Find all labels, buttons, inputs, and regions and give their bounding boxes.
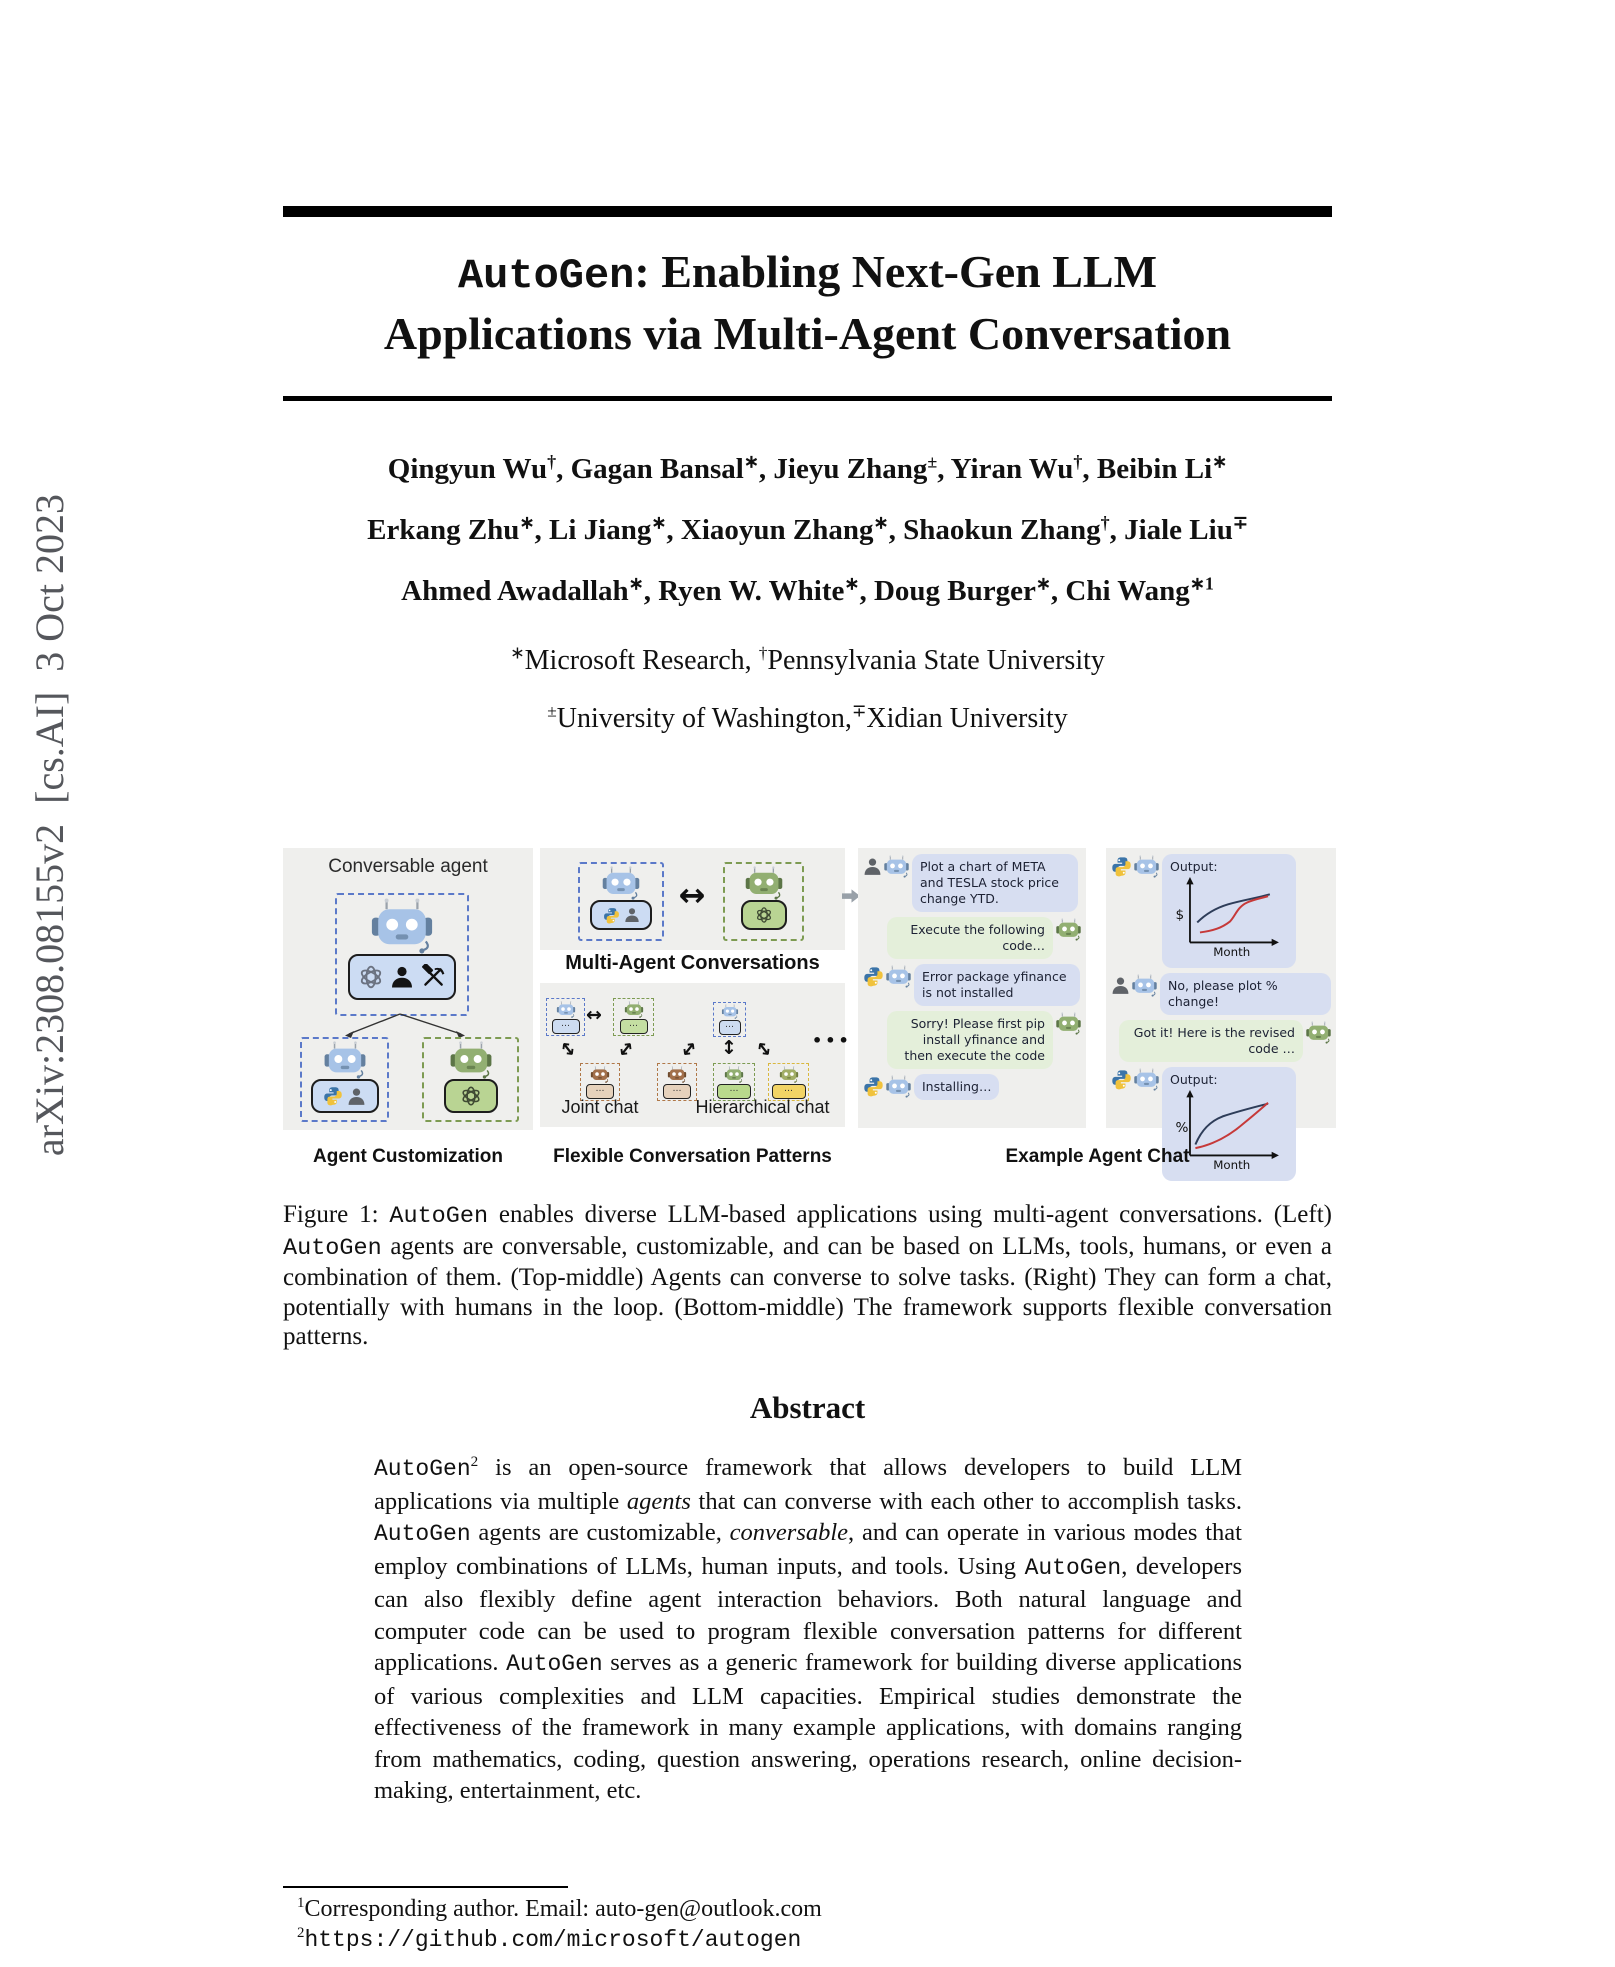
author-affiliation-marker: ∓ bbox=[1232, 512, 1248, 533]
author-affiliation-marker: ∗ bbox=[519, 512, 535, 533]
text-segment: enables diverse LLM-based applications using multi-agent conversations. (Left) bbox=[488, 1201, 1333, 1228]
robot-icon bbox=[369, 898, 435, 954]
text-segment: , and can operate in various modes that employ combinations of LLMs, human inputs, and tools. Using bbox=[374, 1519, 1242, 1580]
github-url-link[interactable]: https://github.com/microsoft/autogen bbox=[304, 1927, 802, 1953]
chat-bubble-text: Execute the following code… bbox=[910, 922, 1045, 953]
avatar-group bbox=[1056, 1011, 1081, 1035]
hierarchical-chat-label: Hierarchical chat bbox=[695, 1097, 830, 1117]
svg-text:Month: Month bbox=[1213, 945, 1251, 959]
userproxy-robot-icon bbox=[1132, 974, 1157, 997]
python-icon bbox=[863, 1076, 884, 1097]
title-rest: : Enabling Next-Gen LLM bbox=[634, 246, 1158, 297]
example-chat-right bbox=[1106, 848, 1336, 1172]
userproxy-robot-icon bbox=[1134, 1068, 1159, 1091]
svg-text:%: % bbox=[1175, 1119, 1189, 1136]
python-icon bbox=[1111, 1069, 1132, 1090]
author-affiliation-marker: † bbox=[1100, 512, 1110, 533]
chat-message-row bbox=[863, 1074, 1081, 1100]
chat-bubble-text: Installing… bbox=[922, 1079, 992, 1094]
userproxy-robot-icon bbox=[886, 965, 911, 988]
chat-bubble bbox=[912, 854, 1078, 912]
multiagent-label: Multi-Agent Conversations bbox=[565, 952, 820, 974]
conversable-agent-title: Conversable agent bbox=[328, 856, 488, 877]
author-affiliation-marker: ∗ bbox=[628, 573, 644, 594]
python-icon bbox=[1111, 856, 1132, 877]
robot-icon bbox=[723, 1066, 745, 1083]
chat-bubble-text: Output: bbox=[1170, 859, 1218, 874]
python-human-pill bbox=[311, 1079, 379, 1113]
svg-text:Month: Month bbox=[1213, 1158, 1251, 1172]
agent-mini-box bbox=[768, 1063, 809, 1101]
agent-mini-box bbox=[713, 1063, 755, 1101]
python-icon bbox=[863, 966, 884, 987]
text-segment: AutoGen bbox=[374, 1456, 471, 1482]
footnote-text: Corresponding author. Email: auto-gen@outlook.com bbox=[304, 1896, 822, 1922]
chat-bubble bbox=[914, 1074, 999, 1100]
paper-title bbox=[283, 243, 1332, 362]
custom-agent-llm-box bbox=[422, 1037, 519, 1122]
text-segment: AutoGen bbox=[506, 1651, 603, 1677]
chat-message-row bbox=[863, 964, 1081, 1006]
text-segment: AutoGen bbox=[374, 1521, 471, 1547]
author-line: Ahmed Awadallah∗, Ryen W. White∗, Doug Burger∗, Chi Wang$^{∗1}$ bbox=[401, 573, 1214, 607]
joint-chat-label: Joint chat bbox=[561, 1097, 639, 1117]
robot-icon bbox=[600, 866, 642, 900]
robot-icon bbox=[778, 1066, 800, 1083]
chat-message-row bbox=[1111, 854, 1331, 968]
bidirectional-arrow-icon: ↔ bbox=[612, 1035, 640, 1063]
openai-icon bbox=[460, 1085, 482, 1107]
chat-bubble bbox=[1119, 1020, 1303, 1062]
userproxy-robot-icon bbox=[886, 1075, 911, 1098]
robot-icon bbox=[743, 866, 785, 900]
branch-arrows-icon bbox=[283, 1012, 533, 1039]
chat-bubble bbox=[887, 1011, 1053, 1069]
custom-agent-llm-human-box bbox=[300, 1037, 389, 1122]
text-segment: conversable bbox=[729, 1519, 849, 1546]
chat-message-row bbox=[863, 854, 1081, 912]
example-agent-chat-label: Example Agent Chat bbox=[1005, 1146, 1190, 1167]
chat-message-row bbox=[863, 1011, 1081, 1069]
chat-bubble bbox=[1160, 973, 1331, 1015]
author-affiliation-marker: ± bbox=[927, 451, 938, 472]
text-segment: serves as a generic framework for building diverse applications of various complexities and LLM capacities. Empirical studies demonstrate the effectiveness of the framework in many example applications, with domains ranging from mathematics, coding, question answering, operations research, online decision-making, entertainment, etc. bbox=[374, 1649, 1242, 1804]
ellipsis-dots: ••• bbox=[812, 1031, 852, 1050]
robot-icon bbox=[720, 1004, 740, 1019]
title-rule bbox=[283, 396, 1332, 401]
author-affiliation-marker: † bbox=[1073, 451, 1083, 472]
example-chat-left bbox=[858, 848, 1086, 1128]
chat-bubble bbox=[914, 964, 1080, 1006]
bidirectional-arrow-icon: ↔ bbox=[678, 876, 706, 914]
author-line: Erkang Zhu∗, Li Jiang∗, Xiaoyun Zhang∗, Shaokun Zhang†, Jiale Liu∓ bbox=[367, 512, 1248, 546]
chat-bubble bbox=[887, 917, 1053, 959]
avatar-group bbox=[1056, 917, 1081, 941]
assistant-robot-icon bbox=[1056, 918, 1081, 941]
figure-panel-agent-customization bbox=[283, 848, 533, 1130]
agent-a-box bbox=[578, 862, 664, 941]
avatar-group bbox=[863, 964, 911, 988]
avatar-group bbox=[863, 854, 909, 878]
svg-text:$: $ bbox=[1175, 906, 1185, 923]
bidirectional-arrow-icon: ↔ bbox=[586, 1004, 602, 1026]
chat-bubble bbox=[1162, 854, 1296, 968]
affiliation-marker: ∓ bbox=[851, 701, 867, 721]
avatar-group bbox=[1111, 973, 1157, 997]
conversable-agent-box bbox=[335, 893, 469, 1016]
avatar-group bbox=[1111, 1067, 1159, 1091]
affiliation-marker: † bbox=[758, 643, 768, 663]
author-affiliation-marker: ∗ bbox=[743, 451, 759, 472]
author-affiliation-marker: ∗ bbox=[1035, 573, 1051, 594]
avatar-group bbox=[863, 1074, 911, 1098]
avatar-group bbox=[1111, 854, 1159, 878]
abstract-body bbox=[374, 1452, 1242, 1807]
author-affiliation-marker: ∗1 bbox=[1189, 573, 1214, 594]
text-segment: AutoGen bbox=[389, 1203, 489, 1230]
openai-pill bbox=[741, 900, 787, 930]
openai-icon bbox=[755, 906, 773, 924]
robot-icon bbox=[555, 1001, 577, 1018]
footnote-rule bbox=[283, 1886, 568, 1888]
human-icon bbox=[624, 907, 640, 923]
agent-mini-box bbox=[613, 998, 654, 1036]
assistant-robot-icon bbox=[1056, 1012, 1081, 1035]
figure-panel-multiagent bbox=[540, 848, 845, 950]
title-line-2: Applications via Multi-Agent Conversation bbox=[383, 308, 1232, 359]
footnote-marker: 1 bbox=[297, 1895, 305, 1911]
chart-sketch bbox=[1170, 875, 1288, 963]
stock-chart-sketch bbox=[1170, 875, 1288, 959]
avatar-group bbox=[1306, 1020, 1331, 1044]
chat-bubble-text: Sorry! Please first pip install yfinance and then execute the code bbox=[904, 1016, 1045, 1063]
footnote-block bbox=[283, 1894, 1332, 1955]
bidirectional-arrow-icon: ↔ bbox=[554, 1035, 582, 1063]
affiliation-block bbox=[283, 643, 1332, 762]
text-segment: that can converse with each other to accomplish tasks. bbox=[690, 1487, 1242, 1515]
abstract-heading: Abstract bbox=[749, 1390, 866, 1425]
figure-caption bbox=[283, 1200, 1332, 1352]
message-pill: … bbox=[772, 1084, 806, 1099]
human-icon bbox=[863, 857, 882, 876]
text-segment: , developers can also flexibly define agent interaction behaviors. Both natural language and computer code can be used to program flexible conversation patterns for different applications. bbox=[374, 1552, 1242, 1676]
footnote-github bbox=[283, 1924, 1332, 1955]
python-human-pill bbox=[590, 900, 652, 930]
agent-b-box bbox=[723, 862, 804, 941]
text-segment: is an open-source framework that allows developers to build LLM applications via multiple bbox=[374, 1454, 1242, 1515]
robot-icon bbox=[623, 1001, 645, 1018]
openai-pill bbox=[444, 1079, 498, 1113]
arxiv-watermark: arXiv:2308.08155v2 [cs.AI] 3 Oct 2023 bbox=[27, 493, 72, 1157]
author-affiliation-marker: ∗ bbox=[1212, 451, 1228, 472]
flexible-patterns-label: Flexible Conversation Patterns bbox=[553, 1146, 832, 1167]
human-icon bbox=[1111, 976, 1130, 995]
chat-message-row bbox=[1111, 973, 1331, 1015]
message-pill: … bbox=[620, 1019, 648, 1034]
userproxy-robot-icon bbox=[884, 855, 909, 878]
message-pill: … bbox=[663, 1084, 691, 1099]
agent-mini-box bbox=[657, 1063, 697, 1101]
human-icon bbox=[347, 1087, 366, 1106]
message-pill: … bbox=[586, 1084, 614, 1099]
text-segment: agents are customizable, bbox=[470, 1519, 730, 1546]
chat-message-row bbox=[1111, 1020, 1331, 1062]
message-pill: … bbox=[719, 1020, 741, 1035]
message-pill: … bbox=[552, 1019, 580, 1034]
robot-icon bbox=[448, 1041, 494, 1079]
footnote-marker: 2 bbox=[297, 1925, 305, 1941]
top-rule bbox=[283, 206, 1332, 217]
author-affiliation-marker: ∗ bbox=[873, 512, 889, 533]
affiliation-marker: ∗ bbox=[510, 643, 525, 663]
title-autogen: AutoGen bbox=[457, 252, 635, 300]
figure-panel-patterns bbox=[540, 983, 852, 1127]
python-icon bbox=[603, 907, 620, 924]
bidirectional-arrow-icon: ↔ bbox=[675, 1035, 703, 1063]
agent-mini-box bbox=[580, 1063, 620, 1101]
author-affiliation-marker: ∗ bbox=[651, 512, 667, 533]
python-icon bbox=[323, 1086, 343, 1106]
author-line: Qingyun Wu†, Gagan Bansal∗, Jieyu Zhang±, Yiran Wu†, Beibin Li∗ bbox=[387, 451, 1228, 485]
agent-mini-box bbox=[713, 1002, 746, 1037]
footnote-corresponding bbox=[283, 1894, 1332, 1924]
bidirectional-arrow-icon: ↕ bbox=[721, 1037, 737, 1059]
robot-icon bbox=[322, 1041, 368, 1079]
title-line-1 bbox=[283, 243, 1332, 305]
userproxy-robot-icon bbox=[1134, 855, 1159, 878]
text-segment: Figure 1: bbox=[283, 1201, 390, 1228]
agent-customization-label: Agent Customization bbox=[313, 1146, 503, 1167]
author-affiliation-marker: ∗ bbox=[844, 573, 860, 594]
robot-icon bbox=[666, 1066, 688, 1083]
agent-mini-box bbox=[546, 998, 585, 1036]
text-segment: AutoGen bbox=[1024, 1554, 1122, 1581]
text-segment: 2 bbox=[470, 1452, 479, 1470]
chat-bubble-text: Error package yfinance is not installed bbox=[922, 969, 1067, 1000]
chat-bubble-text: Got it! Here is the revised code … bbox=[1133, 1025, 1295, 1056]
chat-bubble-text: Output: bbox=[1170, 1072, 1218, 1087]
affiliation-line: ∗Microsoft Research, †Pennsylvania State University bbox=[510, 643, 1105, 676]
text-segment: AutoGen bbox=[283, 1234, 382, 1262]
author-block bbox=[283, 451, 1332, 637]
robot-icon bbox=[589, 1066, 611, 1083]
assistant-robot-icon bbox=[1306, 1021, 1331, 1044]
affiliation-marker: ± bbox=[547, 701, 557, 721]
affiliation-line: ±University of Washington,∓Xidian University bbox=[547, 701, 1068, 734]
text-segment: agents bbox=[626, 1487, 691, 1515]
message-pill: … bbox=[717, 1084, 751, 1099]
chat-message-row bbox=[863, 917, 1081, 959]
bidirectional-arrow-icon: ↔ bbox=[750, 1035, 778, 1063]
text-segment: agents are conversable, customizable, and can be based on LLMs, tools, humans, or even a combination of them. (Top-middle) Agents can converse to solve tasks. (Right) They can form a chat, potentially with humans in the loop. (Bottom-middle) The framework supports flexible conversation patterns. bbox=[283, 1232, 1332, 1350]
backend-pill bbox=[348, 954, 456, 1000]
tools-icon bbox=[420, 964, 446, 990]
chat-bubble-text: No, please plot % change! bbox=[1168, 978, 1278, 1009]
chat-bubble-text: Plot a chart of META and TESLA stock price change YTD. bbox=[920, 859, 1059, 906]
openai-icon bbox=[358, 964, 384, 990]
author-affiliation-marker: † bbox=[547, 451, 557, 472]
human-icon bbox=[390, 965, 414, 989]
